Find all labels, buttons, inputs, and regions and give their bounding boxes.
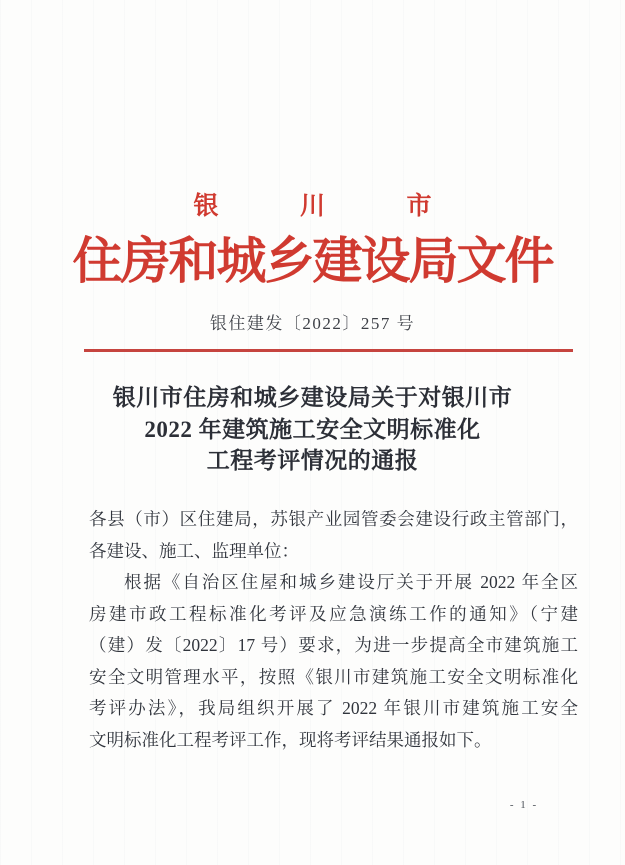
issuing-org-line: 住房和城乡建设局文件 (72, 233, 553, 289)
city-char: 银 (193, 193, 219, 220)
body-line: （建）发〔2022〕17 号）要求，为进一步提高全市建筑施工 (89, 635, 578, 655)
red-separator-rule (84, 349, 573, 352)
body-line: 考评办法》，我局组织开展了 2022 年银川市建筑施工安全 (89, 698, 578, 718)
city-char: 市 (406, 193, 432, 220)
title-line: 工程考评情况的通报 (206, 448, 419, 473)
body-line: 各县（市）区住建局，苏银产业园管委会建设行政主管部门， (89, 509, 578, 529)
body-line: 各建设、施工、监理单位： (89, 540, 299, 561)
body-line: 文明标准化工程考评工作，现将考评结果通报如下。 (89, 729, 492, 750)
document-title (0, 382, 625, 477)
document-body (89, 504, 578, 756)
document-number: 银住建发〔2022〕257 号 (209, 314, 416, 333)
page-number: - 1 - (509, 799, 539, 811)
city-char: 川 (299, 193, 325, 220)
issuing-city-line (194, 193, 432, 222)
title-line: 银川市住房和城乡建设局关于对银川市 (112, 385, 513, 410)
title-line: 2022 年建筑施工安全文明标准化 (144, 416, 481, 442)
body-line: 安全文明管理水平，按照《银川市建筑施工安全文明标准化 (89, 666, 578, 687)
body-line: 根据《自治区住屋和城乡建设厅关于开展 2022 年全区 (124, 572, 578, 592)
body-line: 房建市政工程标准化考评及应急演练工作的通知》（宁建 (89, 603, 578, 624)
